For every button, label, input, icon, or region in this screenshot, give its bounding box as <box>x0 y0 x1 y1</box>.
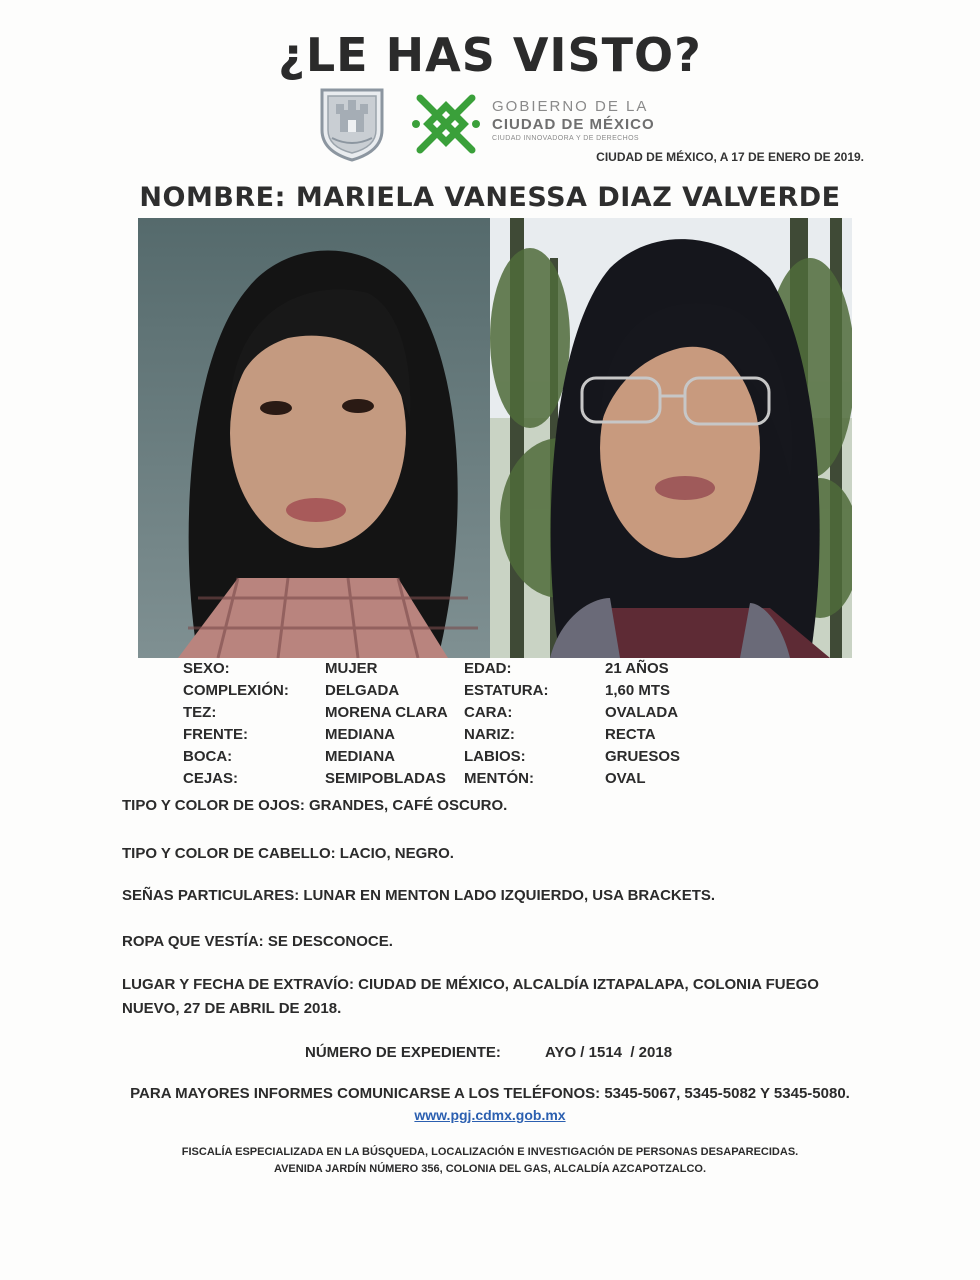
attr-label: SEXO: <box>183 660 230 677</box>
attr-label: COMPLEXIÓN: <box>183 682 289 699</box>
attr-label: CEJAS: <box>183 770 239 787</box>
gov-slogan: CIUDAD INNOVADORA Y DE DERECHOS <box>492 135 639 142</box>
attr-value: 1,60 MTS <box>605 682 671 699</box>
attr-value: GRUESOS <box>605 748 681 765</box>
portrait-photo-2 <box>490 218 852 658</box>
footer-line-2: AVENIDA JARDÍN NÚMERO 356, COLONIA DEL GAS, ALCALDÍA AZCAPOTZALCO. <box>273 1163 707 1175</box>
attr-value: DELGADA <box>325 682 400 699</box>
attr-label: TEZ: <box>183 704 217 721</box>
dateline: CIUDAD DE MÉXICO, A 17 DE ENERO DE 2019. <box>596 150 864 164</box>
attr-label: NARIZ: <box>464 726 515 743</box>
attr-label: FRENTE: <box>183 726 248 743</box>
contact-phones: PARA MAYORES INFORMES COMUNICARSE A LOS TELÉFONOS: 5345-5067, 5345-5082 Y 5345-5080. <box>130 1085 850 1102</box>
cdmx-coat-of-arms-icon <box>318 86 386 162</box>
attr-label: BOCA: <box>183 748 233 765</box>
attr-value: OVAL <box>605 770 646 787</box>
attr-label: EDAD: <box>464 660 512 677</box>
website-link[interactable]: www.pgj.cdmx.gob.mx <box>414 1107 566 1123</box>
place-and-date-missing: LUGAR Y FECHA DE EXTRAVÍO: CIUDAD DE MÉXICO, ALCALDÍA IZTAPALAPA, COLONIA FUEGO NUEVO, 27 DE ABRIL DE 2018. <box>122 976 819 1017</box>
attr-value: MUJER <box>325 660 378 677</box>
gov-line-2: CIUDAD DE MÉXICO <box>492 116 655 133</box>
eyes-description: TIPO Y COLOR DE OJOS: GRANDES, CAFÉ OSCURO. <box>122 797 508 814</box>
attr-label: CARA: <box>464 704 513 721</box>
distinguishing-marks: SEÑAS PARTICULARES: LUNAR EN MENTON LADO IZQUIERDO, USA BRACKETS. <box>122 887 716 904</box>
government-wordmark <box>492 98 692 144</box>
attr-value: OVALADA <box>605 704 679 721</box>
poster-title: ¿LE HAS VISTO? <box>278 28 702 82</box>
footer-line-1: FISCALÍA ESPECIALIZADA EN LA BÚSQUEDA, LOCALIZACIÓN E INVESTIGACIÓN DE PERSONAS DESAPARECIDAS. <box>181 1146 799 1158</box>
clothing-description: ROPA QUE VESTÍA: SE DESCONOCE. <box>122 933 393 950</box>
case-number-value: AYO / 1514 / 2018 <box>545 1044 673 1061</box>
attr-value: MORENA CLARA <box>325 704 448 721</box>
attr-label: MENTÓN: <box>464 770 534 787</box>
attr-value: MEDIANA <box>325 748 395 765</box>
attr-value: 21 AÑOS <box>605 660 669 677</box>
portrait-photo-1 <box>138 218 490 658</box>
photo-right <box>490 218 852 658</box>
cdmx-government-logo-icon <box>406 84 486 164</box>
attr-value: MEDIANA <box>325 726 395 743</box>
footer <box>0 1144 980 1178</box>
attr-label: LABIOS: <box>464 748 526 765</box>
attr-value: SEMIPOBLADAS <box>325 770 446 787</box>
photo-left <box>138 218 490 658</box>
gov-line-1: GOBIERNO DE LA <box>492 98 649 115</box>
case-number-label: NÚMERO DE EXPEDIENTE: <box>305 1044 501 1061</box>
person-name: NOMBRE: MARIELA VANESSA DIAZ VALVERDE <box>139 182 841 213</box>
hair-description: TIPO Y COLOR DE CABELLO: LACIO, NEGRO. <box>122 845 454 862</box>
attr-label: ESTATURA: <box>464 682 549 699</box>
attr-value: RECTA <box>605 726 656 743</box>
